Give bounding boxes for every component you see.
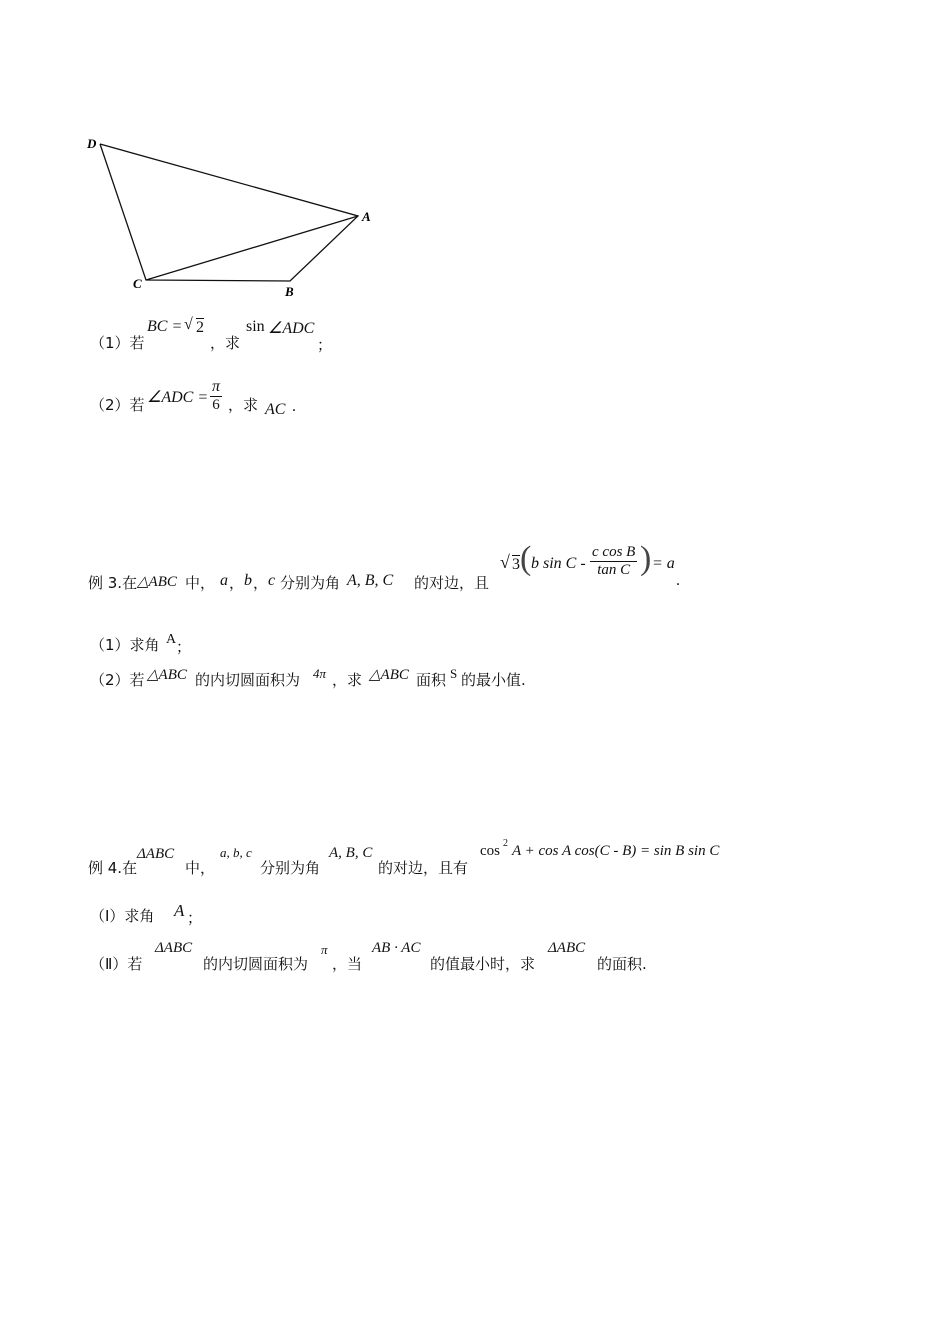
ex4-label: 例 4.在: [88, 859, 138, 877]
ex3-frac-num: c cos B: [592, 544, 636, 560]
ex4-eq-rest: A + cos A cos(C - B) = sin B sin C: [512, 843, 720, 859]
ex3-q2-text1: 的内切圆面积为: [195, 671, 301, 689]
ex3-c: c: [268, 572, 276, 589]
label-c: C: [133, 276, 142, 291]
ex4-q1-end: ；: [187, 909, 203, 927]
ex3-text2: 分别为角: [280, 574, 341, 592]
ex4-q2-pi: π: [321, 942, 328, 957]
ex3-q2-text2: ，求: [332, 671, 363, 689]
ex3-label: 例 3.在: [88, 574, 138, 592]
ex3-q2-text4: 的最小值.: [461, 671, 526, 689]
ex4-q2-tri: ΔABC: [155, 940, 193, 956]
ex4-sup: 2: [503, 838, 508, 849]
ex4-q2-text4: 的面积.: [597, 955, 647, 973]
ex3-sqrt-symbol: √: [500, 552, 510, 572]
ex4-q1-num: （Ⅰ）求角: [90, 907, 155, 925]
ex3-radicand: 3: [512, 556, 520, 573]
ex2-q2-sep: ，求: [228, 396, 259, 414]
six-denominator: 6: [212, 397, 220, 413]
label-d: D: [87, 136, 97, 151]
ex3-q1-var: A: [166, 632, 177, 647]
ex3-mid: 中，: [185, 574, 216, 592]
ex3-q2-tri: △ABC: [147, 667, 187, 683]
ex4-q2-text2: ，当: [332, 955, 363, 973]
ex2-q1-end: ；: [317, 336, 333, 354]
ex2-q2-target: AC: [265, 401, 286, 418]
ex3-q1-end: ；: [176, 638, 192, 656]
ex3-q1-num: （1）求角: [90, 636, 160, 654]
ex2-q2-num: （2）若: [90, 396, 145, 414]
ex4-text2: 分别为角: [260, 859, 321, 877]
sin-func: sin: [246, 318, 265, 335]
label-a: A: [362, 209, 371, 224]
ex4-angles: A, B, C: [329, 845, 373, 861]
ex4-q2-text1: 的内切圆面积为: [203, 955, 309, 973]
ex3-b: b: [244, 572, 252, 589]
sqrt-symbol: √: [184, 316, 193, 333]
pi-over-6: [210, 378, 222, 414]
ex3-text3: 的对边，且: [414, 574, 490, 592]
ex4-q2-tri2: ΔABC: [548, 940, 586, 956]
ex4-q2-dot: AB · AC: [372, 940, 421, 956]
figure-outline: [100, 144, 358, 281]
ex3-lparen: (: [520, 540, 532, 577]
ex3-q2-text3: 面积: [416, 671, 447, 689]
ex2-q1-num: （1）若: [90, 334, 145, 352]
quadrilateral-figure: [80, 130, 390, 305]
ex3-frac-den: tan C: [597, 562, 631, 578]
ex4-q1-var: A: [174, 901, 185, 920]
ex2-q2-end: .: [292, 398, 296, 415]
ex3-comma1: ，: [229, 574, 245, 592]
ex2-q1-given: BC =: [147, 318, 183, 335]
ex4-q2-text3: 的值最小时，求: [430, 955, 536, 973]
pi-numerator: π: [212, 378, 221, 395]
ex2-q1-sep: ，求: [210, 334, 241, 352]
ex3-tri: △ABC: [137, 574, 177, 590]
ex3-a: a: [220, 572, 228, 589]
angle-adc: ∠ADC: [268, 320, 315, 337]
ex3-q2-tri2: △ABC: [369, 667, 409, 683]
ex3-bsinc: b sin C -: [531, 555, 586, 572]
ex4-vars: a, b, c: [220, 845, 252, 860]
ex3-comma2: ，: [253, 574, 269, 592]
ex3-end: .: [676, 572, 680, 589]
ex4-q2-num: （Ⅱ）若: [90, 955, 143, 973]
ex3-q2-s: S: [450, 666, 458, 681]
diagonal-ca: [146, 216, 358, 280]
ex4-cos: cos: [480, 843, 500, 859]
ex3-angles: A, B, C: [347, 572, 394, 589]
ex3-q2-area: 4π: [313, 666, 327, 681]
ex3-rhs: = a: [652, 555, 675, 572]
label-b: B: [285, 284, 294, 299]
ex3-fraction: [590, 544, 637, 579]
ex4-text3: 的对边，且有: [378, 859, 469, 877]
ex3-rparen: ): [640, 540, 652, 577]
ex2-q2-angle: ∠ADC =: [147, 389, 209, 406]
radicand: 2: [196, 319, 204, 336]
ex4-tri: ΔABC: [137, 846, 175, 862]
ex3-q2-num: （2）若: [90, 671, 145, 689]
ex4-mid: 中，: [185, 859, 216, 877]
